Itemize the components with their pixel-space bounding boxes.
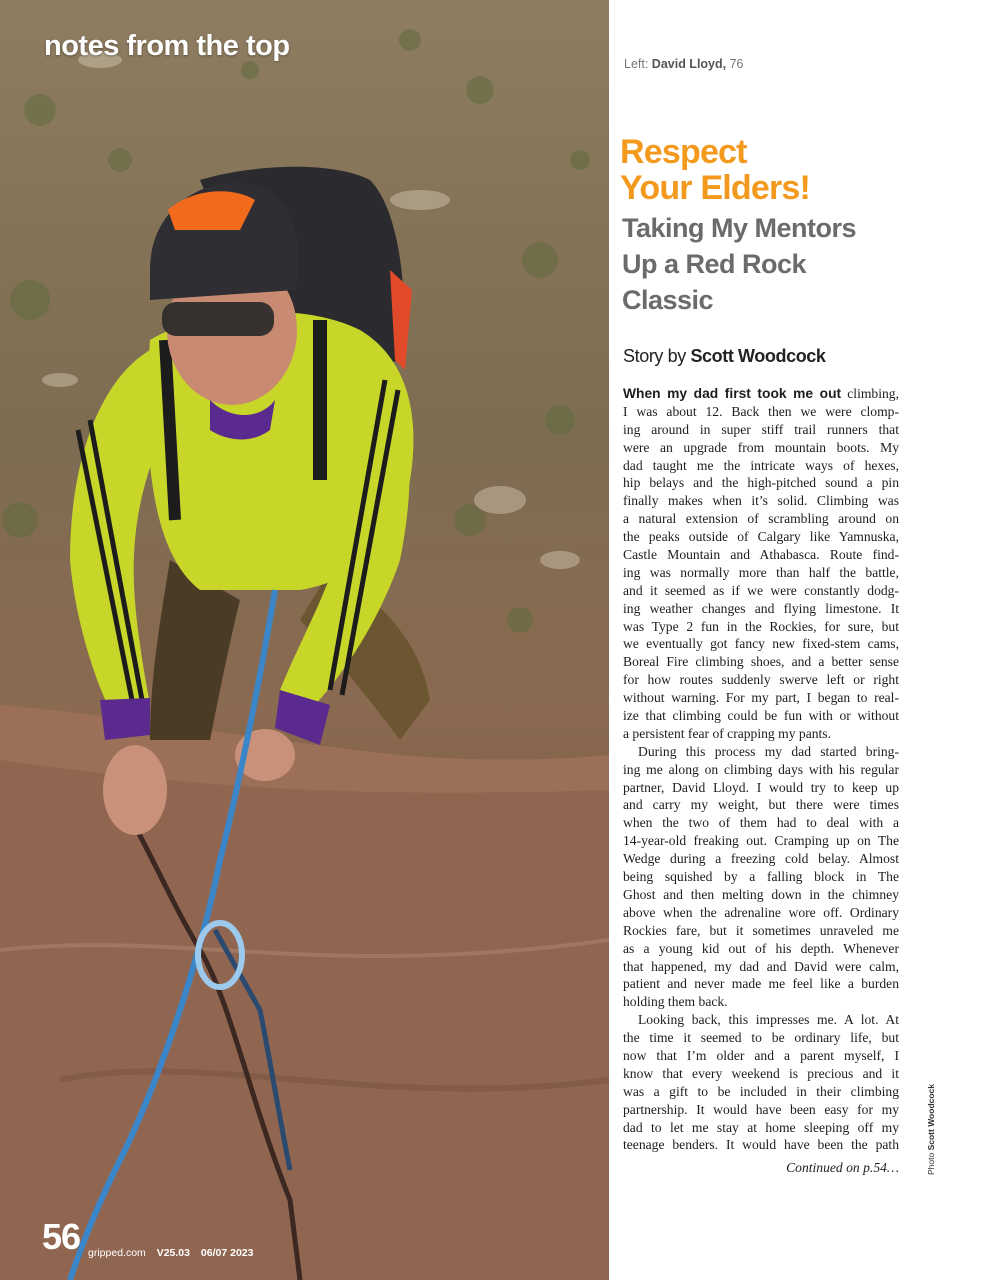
body-line: partner, David Lloyd. I would try to keep up [623, 779, 899, 795]
byline-author: Scott Woodcock [690, 346, 826, 366]
body-line: Wedge during a freezing cold belay. Almost [623, 851, 899, 867]
footer-volume: V25.03 [156, 1247, 190, 1259]
body-line: teenage benders. It would have been the path [623, 1137, 899, 1153]
body-line: a natural extension of scrambling around on [623, 511, 899, 527]
body-line: that happened, my dad and David were calm, [623, 958, 899, 974]
body-line: finally makes when it’s solid. Climbing was [623, 493, 899, 509]
body-line: patient and never made me feel like a burden [623, 976, 899, 992]
continued-note: Continued on p.54… [786, 1160, 899, 1175]
body-line: being squished by a falling block in The [623, 869, 899, 885]
caption-age: 76 [726, 57, 744, 71]
body-line: holding them back. [623, 994, 728, 1010]
body-line: now that I’m older and a parent myself, I [623, 1047, 899, 1063]
article-body [623, 385, 899, 1154]
footer-site: gripped.com [88, 1247, 146, 1259]
headline-line-2: Your Elders! [620, 169, 811, 207]
body-line: was Type 2 fun in the Rockies, for sure, but [623, 618, 899, 634]
headline-line-1: Respect [620, 133, 747, 171]
subhead-line-1: Taking My Mentors [622, 213, 857, 243]
section-label: notes from the top [44, 30, 290, 62]
footer-info [88, 1247, 261, 1259]
body-line: partnership. It would have been easy for my [623, 1101, 899, 1117]
body-line: ing around in super stiff trail runners that [623, 421, 899, 437]
caption-prefix: Left: [624, 57, 652, 71]
body-line: and it seemed as if we were constantly dodg- [623, 582, 899, 598]
body-line [623, 385, 899, 403]
body-line: hip belays and the high-pitched sound a pin [623, 475, 899, 491]
subhead-line-3: Classic [622, 285, 714, 315]
body-line: ing was normally more than half the battle, [623, 564, 899, 580]
body-line-text: climbing, [841, 386, 899, 401]
body-line: dad to let me stay at home sleeping off my [623, 1119, 899, 1135]
subhead-line-2: Up a Red Rock [622, 249, 807, 279]
body-line: and carry my weight, but there were times [623, 797, 899, 813]
byline-prefix: Story by [623, 346, 691, 366]
body-line: During this process my dad started bring- [638, 743, 899, 759]
body-line: when the two of them had to deal with a [623, 815, 899, 831]
body-line: the time it seemed to be ordinary life, but [623, 1030, 899, 1046]
body-line: ing me along on climbing days with his regular [623, 761, 899, 777]
body-line: as a young kid out of his depth. Whenever [623, 940, 899, 956]
body-line: ize that climbing could be fun with or without [623, 708, 899, 724]
body-line: for how routes suddenly swerve left or right [623, 672, 899, 688]
body-line: were an upgrade from mountain boots. My [623, 439, 899, 455]
caption-name: David Lloyd, [651, 57, 727, 71]
body-line: Rockies fare, but it sometimes unraveled me [623, 922, 899, 938]
body-line: we eventually got fancy new fixed-stem cams, [623, 636, 899, 652]
body-line: Castle Mountain and Athabasca. Route find- [623, 547, 899, 563]
photo-credit-name: Scott Woodcock [926, 1083, 936, 1151]
footer-date: 06/07 2023 [200, 1247, 254, 1259]
body-line: a persistent fear of crapping my pants. [623, 725, 831, 741]
body-line: was a gift to be included in their climbing [623, 1083, 899, 1099]
photo-credit-prefix: Photo [926, 1150, 936, 1175]
body-line: know that every weekend is precious and it [623, 1065, 899, 1081]
body-line: above when the adrenaline wore off. Ordinary [623, 904, 899, 920]
body-line: Boreal Fire climbing shoes, and a better sense [623, 654, 899, 670]
body-line: I was about 12. Back then we were clomp- [623, 403, 899, 419]
body-line: 14-year-old freaking out. Cramping up on The [623, 833, 899, 849]
page-number: 56 [42, 1216, 81, 1257]
photo-caption [624, 57, 744, 71]
body-line: Ghost and then melting down in the chimney [623, 886, 899, 902]
body-line: dad taught me the intricate ways of hexes, [623, 457, 899, 473]
body-line: without warning. For my part, I began to real- [623, 690, 899, 706]
headline [620, 134, 950, 206]
subheadline [622, 210, 952, 318]
body-line: ing weather changes and flying limestone. It [623, 600, 899, 616]
byline [623, 346, 826, 367]
body-line: Looking back, this impresses me. A lot. At [638, 1012, 899, 1028]
body-lead-in: When my dad first took me out [623, 386, 842, 401]
photo-credit [926, 1084, 936, 1175]
body-line: the peaks outside of Calgary like Yamnuska, [623, 529, 899, 545]
